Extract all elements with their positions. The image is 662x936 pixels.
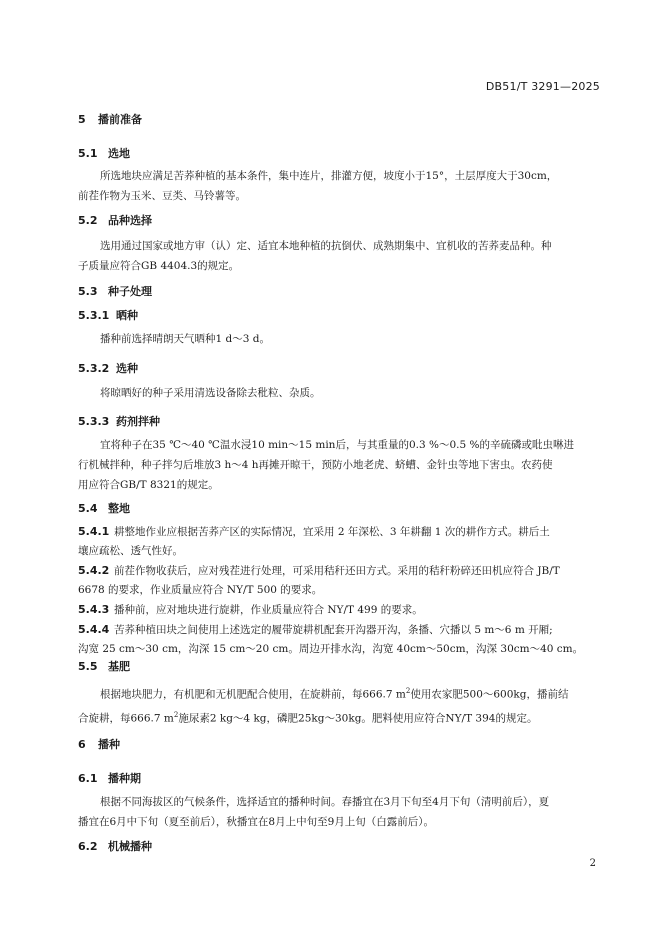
heading-5-3-2: 5.3.2 选种 (78, 362, 138, 375)
heading-5-5: 5.5 基肥 (78, 660, 130, 673)
heading-6: 6 播种 (78, 738, 120, 751)
item-5-4-2: 5.4.2 前茬作物收获后，应对残茬进行处理，可采用秸秆还田方式。采用的秸秆粉碎还田机应符合 JB/T (78, 564, 560, 577)
heading-5-4: 5.4 整地 (78, 502, 130, 515)
item-5-4-1: 5.4.1 耕整地作业应根据苦荞产区的实际情况，宜采用 2 年深松、3 年耕翻 1 次的耕作方式。耕后土 (78, 525, 550, 538)
item-5-4-4: 5.4.4 苦荞种植田块之间使用上述选定的履带旋耕机配套开沟器开沟，条播、穴播以 5 m～6 m 开厢; (78, 623, 553, 636)
heading-5-1: 5.1 选地 (78, 147, 130, 160)
heading-5-3-3: 5.3.3 药剂拌种 (78, 415, 160, 428)
heading-5-3-1: 5.3.1 晒种 (78, 309, 138, 322)
paragraph-5-2: 选用通过国家或地方审（认）定、适宜本地种植的抗倒伏、成熟期集中、宜机收的苦荞麦品种。种 子质量应符合GB 4404.3的规定。 (78, 240, 552, 272)
heading-6-1: 6.1 播种期 (78, 772, 141, 785)
heading-5: 5 播前准备 (78, 113, 142, 126)
document-code: DB51/T 3291—2025 (485, 80, 600, 93)
heading-6-2: 6.2 机械播种 (78, 840, 152, 853)
paragraph-5-3-2: 将晾晒好的种子采用清选设备除去秕粒、杂质。 (100, 387, 321, 399)
item-5-4-3: 5.4.3 播种前，应对地块进行旋耕，作业质量应符合 NY/T 499 的要求。 (78, 603, 423, 616)
heading-5-2: 5.2 品种选择 (78, 214, 152, 227)
page-number: 2 (589, 858, 596, 869)
paragraph-5-5: 根据地块肥力，有机肥和无机肥配合使用，在旋耕前，每666.7 $m^2$使用农家肥500～600kg，播前结 合旋耕，每666.7 $m^2$施尿素2 kg～4 kg，磷肥25kg～30kg。肥料使用应符合NY/T 394的规定。 (78, 687, 569, 724)
paragraph-6-1: 根据不同海拔区的气候条件，选择适宜的播种时间。春播宜在3月下旬至4月下旬（清明前后），夏 播宜在6月中下旬（夏至前后），秋播宜在8月上中旬至9月上旬（白露前后）。 (78, 796, 550, 828)
paragraph-5-1: 所选地块应满足苦荞种植的基本条件，集中连片，排灌方便，坡度小于15°，土层厚度大于30cm， 前茬作物为玉米、豆类、马铃薯等。 (78, 170, 558, 202)
heading-5-3: 5.3 种子处理 (78, 285, 152, 298)
paragraph-5-3-3: 宜将种子在35 ℃～40 ℃温水浸10 min～15 min后，与其重量的0.3 %～0.5 %的辛硫磷或吡虫啉进 行机械拌种，种子拌匀后堆放3 h～4 h再摊开晾干，预防小地老虎、蛴螬、金针虫等地下害虫。农药使 用应符合GB/T 8321的规定。 (78, 439, 574, 491)
paragraph-5-3-1: 播种前选择晴朗天气晒种1 d～3 d。 (100, 333, 270, 345)
subsections-5-4: 5.4.1 耕整地作业应根据苦荞产区的实际情况，宜采用 2 年深松、3 年耕翻 1 次的耕作方式。耕后土 壤应疏松、透气性好。 5.4.2 前茬作物收获后，应对残茬进行处理，可采用秸秆还田方式。采用的秸秆粉碎还田机应符合 JB/T 6678 的要求，作业质量应符合 NY/T 500 的要求。 5.4.3 播种前，应对地块进行旋耕，作业质量应符合 NY/T 499 的要求。 5.4.4 苦荞种植田块之间使用上述选定的履带旋耕机配套开沟器开沟，条播、穴播以 5 m～6 m 开厢; 沟宽 25 cm～30 cm，沟深 15 cm～20 cm。周边开排水沟，沟宽 40cm～50cm，沟深 30cm～40 cm。 (78, 522, 600, 659)
